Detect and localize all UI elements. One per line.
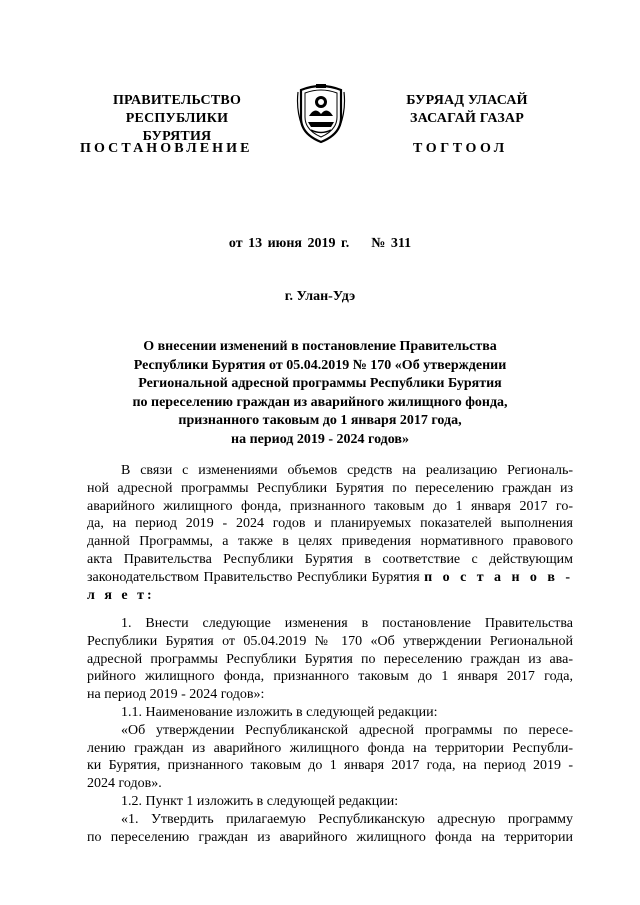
title-line: Республики Бурятия от 05.04.2019 № 170 «Об утверждении <box>133 357 507 373</box>
city: г. Улан-Удэ <box>284 289 356 304</box>
quote-line: «Об утверждении Республиканской адресной программы по пересе- <box>121 722 573 738</box>
preamble-line: данной Программы, а также в целях приведения нормативного правового <box>87 534 573 550</box>
clause-line: рийного жилищного фонда, признанного таковым до 1 января 2017 года, <box>87 669 573 685</box>
coat-of-arms-icon <box>296 82 346 144</box>
header-right <box>382 92 552 128</box>
decree-date-number: от 13 июня 2019 г. № 311 <box>228 236 412 251</box>
government-name-line2: РЕСПУБЛИКИ БУРЯТИЯ <box>125 111 229 144</box>
clause-1-2: 1.2. Пункт 1 изложить в следующей редакции: <box>121 793 399 809</box>
header-left <box>92 92 262 146</box>
decree-title <box>0 338 640 449</box>
preamble-line: акта Правительства Республики Бурятия в соответствие с действующим <box>87 551 573 567</box>
title-line: признанного таковым до 1 января 2017 года, <box>178 413 462 428</box>
preamble <box>87 462 573 604</box>
government-name-line1: ПРАВИТЕЛЬСТВО <box>112 93 242 108</box>
government-name-buryat-line1: БУРЯАД УЛАСАЙ <box>406 93 528 108</box>
preamble-last-line <box>87 569 573 587</box>
quote-line: 2024 годов». <box>87 776 162 792</box>
quote-line: «1. Утвердить прилагаемую Республиканскую адресную программу <box>121 811 573 827</box>
government-name-buryat-line2: ЗАСАГАЙ ГАЗАР <box>409 111 524 126</box>
preamble-line: да, на период 2019 - 2024 годов и планируемых показателей выполнения <box>87 516 573 532</box>
title-line: на период 2019 - 2024 годов» <box>231 431 409 447</box>
quote-line: по переселению граждан из аварийного жилищного фонда на территории <box>87 829 573 845</box>
preamble-line: законодательством Правительство Республики Бурятия <box>87 569 420 585</box>
title-line: Региональной адресной программы Республики Бурятия <box>138 376 502 391</box>
clause-line: адресной программы Республики Бурятия по переселению граждан из ава- <box>87 651 573 667</box>
clause-1-1: 1.1. Наименование изложить в следующей редакции: <box>121 704 438 720</box>
quote-line: ки Бурятия, признанного таковым до 1 января 2017 года, на период 2019 - <box>87 758 573 774</box>
clause-line: 1. Внести следующие изменения в постановление Правительства <box>121 616 573 631</box>
preamble-line: аварийного жилищного фонда, признанного таковым до 1 января 2017 го- <box>87 498 573 514</box>
quote-line: лению граждан из аварийного жилищного фонда на территории Республи- <box>87 740 573 756</box>
doc-type-russian: ПОСТАНОВЛЕНИЕ <box>80 141 253 156</box>
clause-line: на период 2019 - 2024 годов»: <box>87 687 265 703</box>
preamble-line: ной адресной программы Республики Бурятия по переселению граждан из <box>87 480 573 496</box>
clause-1 <box>87 615 573 846</box>
preamble-line: В связи с изменениями объемов средств на реализацию Региональ- <box>121 463 573 478</box>
title-line: О внесении изменений в постановление Правительства <box>143 339 497 354</box>
decree-word-part1: п о с т а н о в - <box>424 569 574 585</box>
decree-word-part2: л я е т: <box>87 587 155 603</box>
title-line: по переселению граждан из аварийного жилищного фонда, <box>132 394 508 410</box>
clause-line: Республики Бурятия от 05.04.2019 № 170 «Об утверждении Региональной <box>87 633 573 649</box>
doc-type-buryat: ТОГТООЛ <box>413 141 508 156</box>
